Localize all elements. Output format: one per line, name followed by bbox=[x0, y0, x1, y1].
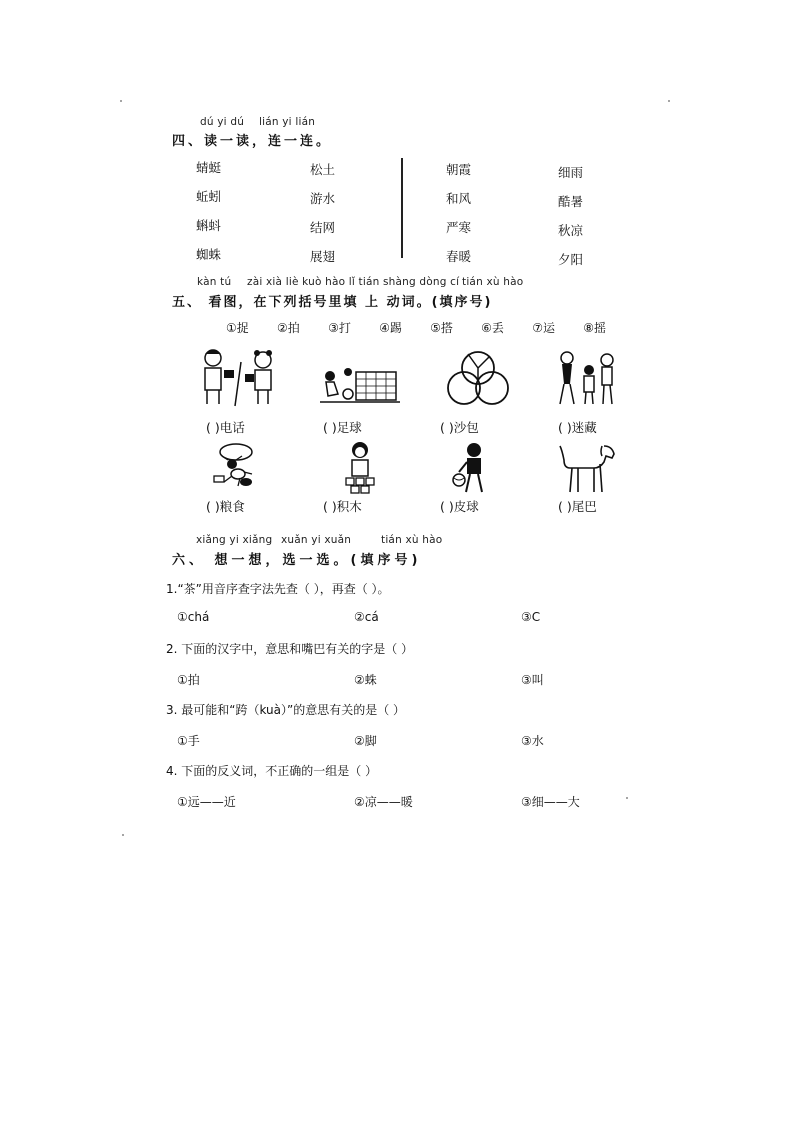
hide-and-seek-picture bbox=[555, 350, 621, 408]
word-item: 蜻蜓 bbox=[196, 160, 222, 175]
verb-option: ②拍 bbox=[277, 321, 300, 335]
section4-right-col2 bbox=[558, 163, 583, 279]
blank-sandbag[interactable]: ( )沙包 bbox=[440, 420, 479, 435]
blank-football[interactable]: ( )足球 bbox=[323, 420, 362, 435]
question-1: 1.“茶”用音序查字法先查（ ），再查（ ）。 bbox=[166, 582, 390, 596]
section4-pinyin-link: lián yi lián bbox=[259, 116, 316, 128]
word-item: 酷暑 bbox=[558, 194, 584, 209]
word-item: 和风 bbox=[446, 191, 472, 206]
question-2: 2. 下面的汉字中，意思和嘴巴有关的字是（ ） bbox=[166, 642, 414, 656]
section5-pinyin-3: tián xù hào bbox=[462, 276, 524, 288]
scan-speck bbox=[120, 100, 122, 102]
section5-pinyin-2: zài xià liè kuò hào lǐ tián shàng dòng cí bbox=[247, 276, 460, 288]
section5-options bbox=[226, 319, 606, 336]
choice-4-2[interactable]: ②凉——暖 bbox=[354, 795, 413, 809]
ant-carrying-food-picture bbox=[210, 442, 262, 488]
verb-option: ⑤搭 bbox=[430, 321, 453, 335]
word-item: 蝌蚪 bbox=[196, 218, 222, 233]
section6-pinyin-3: tián xù hào bbox=[381, 534, 443, 546]
section6-pinyin-2: xuǎn yi xuǎn bbox=[281, 534, 352, 546]
blank-tail[interactable]: ( )尾巴 bbox=[558, 499, 597, 514]
building-blocks-picture bbox=[342, 440, 378, 494]
sandbag-picture bbox=[446, 350, 510, 406]
question-4: 4. 下面的反义词，不正确的一组是（ ） bbox=[166, 764, 378, 778]
word-item: 春暖 bbox=[446, 249, 472, 264]
word-item: 蜘蛛 bbox=[196, 247, 222, 262]
choice-1-3[interactable]: ③C bbox=[521, 610, 541, 624]
word-item: 夕阳 bbox=[558, 252, 584, 267]
choice-2-2[interactable]: ②蛛 bbox=[354, 673, 377, 687]
blank-hide-and-seek[interactable]: ( )迷藏 bbox=[558, 420, 597, 435]
verb-option: ⑧摇 bbox=[583, 321, 606, 335]
blank-food[interactable]: ( )粮食 bbox=[206, 499, 245, 514]
section4-pinyin-read: dú yi dú bbox=[200, 116, 245, 128]
word-item: 严寒 bbox=[446, 220, 472, 235]
scan-speck bbox=[668, 100, 670, 102]
word-item: 游水 bbox=[310, 191, 336, 206]
verb-option: ①捉 bbox=[226, 321, 249, 335]
word-item: 细雨 bbox=[558, 165, 584, 180]
dog-picture bbox=[556, 442, 618, 494]
verb-option: ④踢 bbox=[379, 321, 402, 335]
section6-heading: 六、 想一想，选一选。(填序号) bbox=[172, 553, 422, 568]
choice-4-1[interactable]: ①远——近 bbox=[177, 795, 236, 809]
verb-option: ⑦运 bbox=[532, 321, 555, 335]
section4-heading: 四、读一读，连一连。 bbox=[172, 134, 333, 149]
choice-3-2[interactable]: ②脚 bbox=[354, 734, 377, 748]
question-3: 3. 最可能和“跨（kuà）”的意思有关的是（ ） bbox=[166, 703, 406, 717]
column-divider bbox=[401, 158, 403, 258]
choice-1-1[interactable]: ①chá bbox=[177, 610, 210, 624]
word-item: 蚯蚓 bbox=[196, 189, 222, 204]
section5-pinyin-1: kàn tú bbox=[197, 276, 232, 288]
verb-option: ⑥丢 bbox=[481, 321, 504, 335]
choice-2-1[interactable]: ①拍 bbox=[177, 673, 200, 687]
verb-option: ③打 bbox=[328, 321, 351, 335]
section4-left-col1 bbox=[196, 158, 221, 274]
word-item: 秋凉 bbox=[558, 223, 584, 238]
section4-left-col2 bbox=[310, 160, 335, 276]
word-item: 朝霞 bbox=[446, 162, 472, 177]
section5-heading: 五、 看图，在下列括号里填 上 动词。(填序号) bbox=[172, 295, 493, 310]
choice-3-1[interactable]: ①手 bbox=[177, 734, 200, 748]
phone-call-picture bbox=[197, 348, 283, 408]
scan-speck bbox=[122, 834, 124, 836]
blank-ball[interactable]: ( )皮球 bbox=[440, 499, 479, 514]
word-item: 松土 bbox=[310, 162, 336, 177]
blank-blocks[interactable]: ( )积木 bbox=[323, 499, 362, 514]
section4-right-col1 bbox=[446, 160, 471, 276]
section6-pinyin-1: xiǎng yi xiǎng bbox=[196, 534, 273, 546]
choice-4-3[interactable]: ③细——大 bbox=[521, 795, 580, 809]
choice-2-3[interactable]: ③叫 bbox=[521, 673, 544, 687]
choice-3-3[interactable]: ③水 bbox=[521, 734, 544, 748]
blank-phone-call[interactable]: ( )电话 bbox=[206, 420, 245, 435]
scan-speck bbox=[626, 797, 628, 799]
word-item: 结网 bbox=[310, 220, 336, 235]
football-picture bbox=[320, 366, 400, 406]
choice-1-2[interactable]: ②cá bbox=[354, 610, 379, 624]
ball-bouncing-picture bbox=[452, 442, 492, 494]
word-item: 展翅 bbox=[310, 249, 336, 264]
